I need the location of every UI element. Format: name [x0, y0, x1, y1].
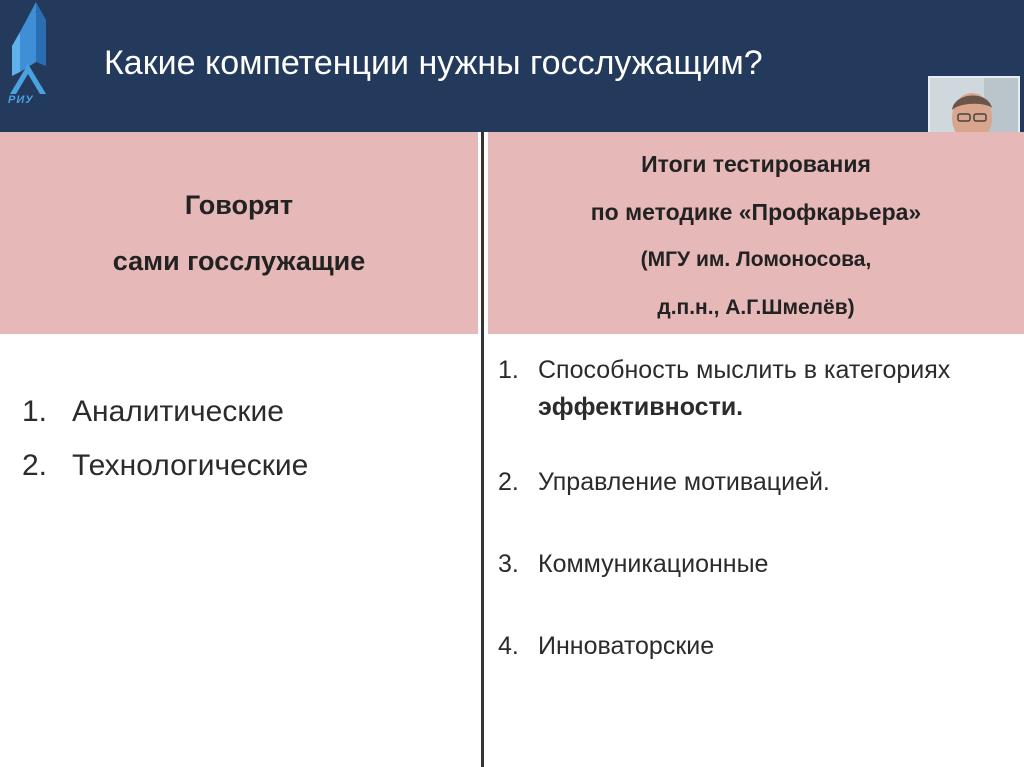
list-item [498, 546, 1024, 628]
right-heading-line2: по методике «Профкарьера» [590, 199, 922, 225]
left-column-heading [0, 132, 478, 334]
list-item [498, 628, 1024, 710]
column-divider [481, 132, 484, 767]
list-item [22, 444, 308, 498]
list-item-number: 1. [498, 356, 519, 384]
slide-title: Какие компетенции нужны госслужащим? [104, 44, 763, 82]
right-heading-line4: д.п.н., А.Г.Шмелёв) [657, 296, 855, 319]
list-item-bold-text: эффективности. [538, 393, 744, 421]
list-item [498, 352, 1024, 464]
left-heading-line1: Говорят [184, 190, 294, 220]
left-heading-line2: сами госслужащие [112, 246, 366, 276]
list-item-text: Способность мыслить в категориях [538, 356, 951, 384]
list-item-number: 1. [22, 395, 48, 428]
logo-text: РИУ [8, 94, 34, 106]
list-item-text: Технологические [72, 449, 309, 482]
right-heading-line3: (МГУ им. Ломоносова, [640, 248, 872, 271]
list-item-number: 2. [22, 449, 48, 482]
list-item [22, 390, 308, 444]
left-competency-list [22, 390, 308, 498]
slide-header [0, 0, 1024, 132]
list-item-text: Инноваторские [538, 632, 715, 660]
list-item-number: 4. [498, 632, 519, 660]
list-item-text: Аналитические [72, 395, 284, 428]
right-heading-line1: Итоги тестирования [641, 151, 871, 177]
right-column-heading [488, 132, 1024, 334]
list-item-text: Управление мотивацией. [538, 468, 830, 496]
list-item [498, 464, 1024, 546]
list-item-text: Коммуникационные [538, 550, 769, 578]
list-item-number: 3. [498, 550, 519, 578]
list-item-number: 2. [498, 468, 519, 496]
right-competency-list [498, 352, 1024, 710]
